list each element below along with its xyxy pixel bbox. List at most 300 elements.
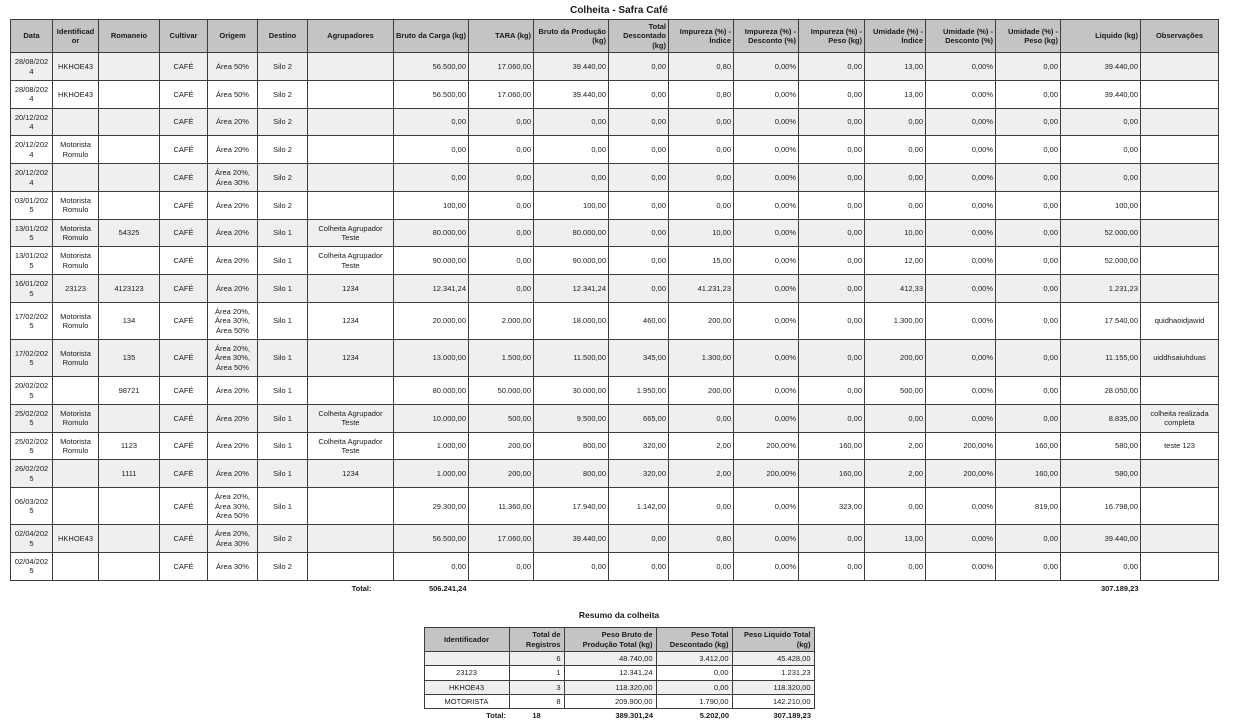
table-cell: Motorista Romulo (53, 191, 99, 219)
table-cell: 0,00 (1061, 164, 1141, 192)
table-cell: 0,00 (996, 53, 1061, 81)
table-cell: 0,00 (534, 108, 609, 136)
table-cell: 0,00% (734, 191, 799, 219)
table-cell: 320,00 (609, 432, 669, 460)
table-cell (1141, 525, 1219, 553)
table-cell (53, 460, 99, 488)
table-cell: 11.500,00 (534, 340, 609, 377)
table-cell (53, 108, 99, 136)
table-cell: 0,00 (669, 488, 734, 525)
table-cell (53, 377, 99, 405)
table-cell: 0,00 (394, 136, 469, 164)
table-cell: 39.440,00 (534, 80, 609, 108)
table-row (424, 651, 814, 665)
table-cell: 1123 (99, 432, 160, 460)
header-identificador: Identificador (53, 20, 99, 53)
total-spacer (469, 580, 1061, 596)
table-cell (1141, 488, 1219, 525)
table-cell: Colheita Agrupador Teste (308, 404, 394, 432)
table-cell: 200,00% (734, 460, 799, 488)
table-cell: 1.000,00 (394, 432, 469, 460)
table-cell (1141, 80, 1219, 108)
table-cell: 17/02/2025 (11, 302, 53, 339)
table-cell: 0,00% (926, 488, 996, 525)
table-row (11, 525, 1219, 553)
table-cell: 0,00 (865, 108, 926, 136)
table-cell: 0,80 (669, 53, 734, 81)
table-cell (99, 553, 160, 581)
table-cell: 100,00 (394, 191, 469, 219)
table-cell (99, 53, 160, 81)
table-cell: 0,00% (734, 553, 799, 581)
summary-header-liquido: Peso Liquido Total (kg) (732, 628, 814, 652)
table-cell: 54325 (99, 219, 160, 247)
summary-total-registros: 18 (532, 711, 541, 721)
table-cell: 0,00 (534, 164, 609, 192)
table-cell: 819,00 (996, 488, 1061, 525)
table-cell: 0,00 (996, 108, 1061, 136)
table-cell: 142.210,00 (732, 695, 814, 709)
table-cell (424, 651, 509, 665)
table-cell: 200,00 (669, 302, 734, 339)
table-cell: CAFÉ (160, 247, 208, 275)
table-cell: CAFÉ (160, 432, 208, 460)
table-cell: colheita realizada completa (1141, 404, 1219, 432)
header-liquido: Liquido (kg) (1061, 20, 1141, 53)
table-cell: 1.790,00 (656, 695, 732, 709)
total-liquido-value: 307.189,23 (1100, 583, 1139, 593)
table-cell: 17.940,00 (534, 488, 609, 525)
summary-title: Resumo da colheita (578, 610, 660, 621)
table-cell: 25/02/2025 (11, 432, 53, 460)
table-cell: 20/12/2024 (11, 108, 53, 136)
table-cell: 28.050,00 (1061, 377, 1141, 405)
table-cell: 1.500,00 (469, 340, 534, 377)
table-row (11, 136, 1219, 164)
table-row (11, 553, 1219, 581)
table-cell: 0,00% (734, 80, 799, 108)
harvest-table-footer (11, 580, 1219, 596)
table-cell: Área 20%, Área 30%, Área 50% (208, 488, 258, 525)
table-cell: 1234 (308, 460, 394, 488)
table-cell: 16.798,00 (1061, 488, 1141, 525)
table-cell: 20/12/2024 (11, 164, 53, 192)
table-cell: 1.231,23 (1061, 275, 1141, 303)
table-cell: Silo 2 (258, 191, 308, 219)
total-spacer-end (1141, 580, 1219, 596)
table-cell: 56.500,00 (394, 525, 469, 553)
table-cell: 200,00 (469, 432, 534, 460)
table-cell: Área 20%, Área 30% (208, 164, 258, 192)
table-cell (1141, 377, 1219, 405)
table-cell: Área 50% (208, 80, 258, 108)
table-cell: 0,00% (926, 247, 996, 275)
header-impureza-desconto: Impureza (%) - Desconto (%) (734, 20, 799, 53)
table-cell: Motorista Romulo (53, 136, 99, 164)
table-cell (308, 377, 394, 405)
table-cell: Silo 1 (258, 460, 308, 488)
table-cell (99, 404, 160, 432)
table-cell: 160,00 (799, 432, 865, 460)
table-cell (53, 488, 99, 525)
table-cell: 2,00 (669, 460, 734, 488)
table-cell: CAFÉ (160, 53, 208, 81)
table-cell: 200,00% (926, 432, 996, 460)
table-cell: 412,33 (865, 275, 926, 303)
table-cell: 345,00 (609, 340, 669, 377)
table-cell: CAFÉ (160, 340, 208, 377)
table-cell: 39.440,00 (534, 525, 609, 553)
table-cell (308, 525, 394, 553)
table-cell: CAFÉ (160, 488, 208, 525)
table-cell: 0,00 (469, 219, 534, 247)
table-cell: 1.231,23 (732, 666, 814, 680)
table-cell: Silo 1 (258, 432, 308, 460)
table-cell: 0,00 (656, 680, 732, 694)
table-cell: 200,00 (865, 340, 926, 377)
table-cell: 0,00 (865, 136, 926, 164)
table-cell: 0,00 (799, 525, 865, 553)
table-cell: 0,00 (609, 108, 669, 136)
table-cell: 0,00% (734, 340, 799, 377)
table-cell: Silo 2 (258, 136, 308, 164)
table-cell: 0,00% (926, 404, 996, 432)
table-cell: Silo 1 (258, 247, 308, 275)
table-cell: 0,00% (926, 553, 996, 581)
summary-total-label: Total: (486, 711, 506, 721)
table-cell (1141, 164, 1219, 192)
table-cell: 0,00 (996, 377, 1061, 405)
table-cell: 02/04/2025 (11, 553, 53, 581)
table-cell: Motorista Romulo (53, 302, 99, 339)
header-data: Data (11, 20, 53, 53)
table-cell: 0,00 (469, 553, 534, 581)
header-destino: Destino (258, 20, 308, 53)
summary-total-peso-bruto: 389.301,24 (615, 711, 653, 721)
table-cell: 17.060,00 (469, 525, 534, 553)
header-origem: Origem (208, 20, 258, 53)
table-cell: 0,00% (926, 108, 996, 136)
table-cell: Área 20% (208, 191, 258, 219)
table-cell: 10,00 (865, 219, 926, 247)
table-cell: 52.000,00 (1061, 247, 1141, 275)
table-cell: 100,00 (1061, 191, 1141, 219)
table-cell: 0,00 (799, 53, 865, 81)
header-umidade-indice: Umidade (%) - Índice (865, 20, 926, 53)
header-bruto-producao: Bruto da Produção (kg) (534, 20, 609, 53)
table-cell: 0,00 (394, 108, 469, 136)
table-cell (1141, 275, 1219, 303)
table-cell: 0,00 (996, 164, 1061, 192)
table-cell: 20/02/2025 (11, 377, 53, 405)
table-cell: 800,00 (534, 460, 609, 488)
table-cell: 200,00 (469, 460, 534, 488)
table-cell: 0,00 (394, 553, 469, 581)
table-cell (308, 108, 394, 136)
table-cell: 6 (509, 651, 564, 665)
table-cell: Área 20% (208, 108, 258, 136)
table-row (11, 377, 1219, 405)
table-cell: 52.000,00 (1061, 219, 1141, 247)
table-cell: 0,00 (799, 275, 865, 303)
table-cell: HKHOE43 (424, 680, 509, 694)
table-cell: Silo 2 (258, 53, 308, 81)
table-cell: 80.000,00 (394, 219, 469, 247)
table-cell: 118.320,00 (732, 680, 814, 694)
table-row (11, 80, 1219, 108)
table-cell: 0,00% (734, 108, 799, 136)
table-cell: 39.440,00 (1061, 53, 1141, 81)
table-cell: 0,00% (926, 191, 996, 219)
table-cell: Colheita Agrupador Teste (308, 219, 394, 247)
table-cell: Área 20% (208, 377, 258, 405)
table-cell: 56.500,00 (394, 80, 469, 108)
table-cell: Área 20% (208, 460, 258, 488)
table-row (424, 695, 814, 709)
table-cell: CAFÉ (160, 191, 208, 219)
table-cell: CAFÉ (160, 164, 208, 192)
table-cell: 665,00 (609, 404, 669, 432)
table-cell: CAFÉ (160, 302, 208, 339)
table-cell: 28/08/2024 (11, 53, 53, 81)
table-cell (1141, 136, 1219, 164)
table-cell (1141, 108, 1219, 136)
table-cell: 0,00 (996, 553, 1061, 581)
table-cell: Motorista Romulo (53, 340, 99, 377)
table-cell: 0,00 (799, 164, 865, 192)
table-cell: 39.440,00 (534, 53, 609, 81)
table-cell (308, 191, 394, 219)
table-cell: 20/12/2024 (11, 136, 53, 164)
page-title: Colheita - Safra Café (570, 5, 668, 16)
table-cell: 0,00 (996, 340, 1061, 377)
summary-table-body (424, 651, 814, 709)
table-row (11, 432, 1219, 460)
table-cell: 0,00 (469, 247, 534, 275)
table-cell: 580,00 (1061, 432, 1141, 460)
table-cell: 100,00 (534, 191, 609, 219)
table-cell (1141, 247, 1219, 275)
table-cell: 48.740,00 (564, 651, 656, 665)
table-cell: 2.000,00 (469, 302, 534, 339)
table-cell: 12.341,24 (534, 275, 609, 303)
table-cell: Silo 2 (258, 553, 308, 581)
table-cell: 0,00 (534, 553, 609, 581)
table-cell: 0,00 (996, 219, 1061, 247)
header-umidade-peso: Umidade (%) - Peso (kg) (996, 20, 1061, 53)
table-cell: 26/02/2025 (11, 460, 53, 488)
table-cell: 0,00 (669, 136, 734, 164)
header-total-descontado: Total Descontado (kg) (609, 20, 669, 53)
table-cell: 13/01/2025 (11, 219, 53, 247)
table-cell: 2,00 (669, 432, 734, 460)
table-row (11, 191, 1219, 219)
table-cell: Colheita Agrupador Teste (308, 432, 394, 460)
table-cell: 0,00 (609, 275, 669, 303)
table-cell: 0,00 (996, 136, 1061, 164)
table-cell: 0,00 (669, 108, 734, 136)
table-cell: CAFÉ (160, 219, 208, 247)
table-cell (308, 136, 394, 164)
total-row (11, 580, 1219, 596)
table-cell: 28/08/2024 (11, 80, 53, 108)
table-row (11, 108, 1219, 136)
table-cell: Área 20%, Área 30%, Área 50% (208, 302, 258, 339)
table-cell: 0,00 (609, 219, 669, 247)
table-cell: 2,00 (865, 432, 926, 460)
table-cell: 23123 (424, 666, 509, 680)
table-cell: CAFÉ (160, 80, 208, 108)
table-cell (308, 164, 394, 192)
table-cell (99, 191, 160, 219)
table-cell: 11.360,00 (469, 488, 534, 525)
table-cell: 0,00% (734, 377, 799, 405)
table-cell: Silo 1 (258, 404, 308, 432)
table-cell: CAFÉ (160, 377, 208, 405)
summary-section (0, 610, 1238, 723)
table-cell: 23123 (53, 275, 99, 303)
table-cell: 0,00 (609, 247, 669, 275)
table-cell: 0,00 (799, 80, 865, 108)
table-cell: 25/02/2025 (11, 404, 53, 432)
table-row (11, 302, 1219, 339)
table-row (11, 219, 1219, 247)
table-cell: Motorista Romulo (53, 219, 99, 247)
table-cell: 0,00% (734, 404, 799, 432)
table-cell: 9.500,00 (534, 404, 609, 432)
table-cell (99, 80, 160, 108)
table-cell: 323,00 (799, 488, 865, 525)
table-cell: 134 (99, 302, 160, 339)
header-romaneio: Romaneio (99, 20, 160, 53)
table-cell: 11.155,00 (1061, 340, 1141, 377)
table-cell: 0,00% (734, 136, 799, 164)
table-cell: 39.440,00 (1061, 80, 1141, 108)
table-cell: 90.000,00 (534, 247, 609, 275)
header-row (11, 20, 1219, 53)
table-cell: 0,00% (734, 488, 799, 525)
table-cell: 0,00 (1061, 553, 1141, 581)
table-cell (308, 53, 394, 81)
table-cell: 13,00 (865, 525, 926, 553)
table-cell (99, 488, 160, 525)
harvest-table (10, 19, 1219, 596)
table-cell: 0,00% (926, 219, 996, 247)
summary-header-descontado: Peso Total Descontado (kg) (656, 628, 732, 652)
table-cell: Área 20%, Área 30% (208, 525, 258, 553)
table-cell: 0,00 (669, 404, 734, 432)
table-cell: 0,00 (865, 488, 926, 525)
table-row (11, 275, 1219, 303)
table-cell: 118.320,00 (564, 680, 656, 694)
table-cell: 17.540,00 (1061, 302, 1141, 339)
table-cell: 3 (509, 680, 564, 694)
table-cell: 0,00% (926, 377, 996, 405)
table-cell: Motorista Romulo (53, 247, 99, 275)
table-cell: 0,00 (865, 164, 926, 192)
table-cell: CAFÉ (160, 136, 208, 164)
table-cell: 0,00 (609, 191, 669, 219)
table-cell: 12.341,24 (564, 666, 656, 680)
table-row (424, 666, 814, 680)
table-cell: HKHOE43 (53, 525, 99, 553)
table-row (424, 680, 814, 694)
table-cell: 20.000,00 (394, 302, 469, 339)
harvest-table-body (11, 53, 1219, 581)
table-cell: 0,00% (926, 164, 996, 192)
table-cell: 0,00 (996, 302, 1061, 339)
table-cell: 13.000,00 (394, 340, 469, 377)
table-cell: 56.500,00 (394, 53, 469, 81)
table-cell: CAFÉ (160, 553, 208, 581)
table-cell: 02/04/2025 (11, 525, 53, 553)
table-cell: 15,00 (669, 247, 734, 275)
table-cell: 41.231,23 (669, 275, 734, 303)
table-cell: Área 30% (208, 553, 258, 581)
header-observacoes: Observações (1141, 20, 1219, 53)
table-cell: 03/01/2025 (11, 191, 53, 219)
table-cell: 500,00 (469, 404, 534, 432)
table-cell: 16/01/2025 (11, 275, 53, 303)
table-cell: Área 20% (208, 247, 258, 275)
table-cell: 0,00 (996, 404, 1061, 432)
table-row (11, 488, 1219, 525)
summary-table-footer (424, 709, 814, 723)
table-row (11, 164, 1219, 192)
table-cell: Silo 1 (258, 275, 308, 303)
table-cell: 1.300,00 (865, 302, 926, 339)
table-cell: 13,00 (865, 53, 926, 81)
total-bruto-carga-value: 506.241,24 (428, 583, 467, 593)
table-cell: Motorista Romulo (53, 404, 99, 432)
table-cell: 0,00 (996, 275, 1061, 303)
summary-header-row (424, 628, 814, 652)
table-cell: 0,00% (926, 340, 996, 377)
table-cell: 0,00% (734, 525, 799, 553)
table-cell: CAFÉ (160, 275, 208, 303)
table-cell: 160,00 (996, 460, 1061, 488)
table-cell: CAFÉ (160, 108, 208, 136)
summary-table (424, 627, 815, 723)
table-cell: 17.060,00 (469, 53, 534, 81)
table-cell: 460,00 (609, 302, 669, 339)
header-agrupadores: Agrupadores (308, 20, 394, 53)
table-cell: 12,00 (865, 247, 926, 275)
table-cell (1141, 460, 1219, 488)
table-cell: 98721 (99, 377, 160, 405)
table-cell: 1.950,00 (609, 377, 669, 405)
header-tara: TARA (kg) (469, 20, 534, 53)
table-cell: 10,00 (669, 219, 734, 247)
table-cell: 8 (509, 695, 564, 709)
table-cell: 3.412,00 (656, 651, 732, 665)
table-cell (99, 247, 160, 275)
table-cell: Silo 1 (258, 340, 308, 377)
table-cell: 0,80 (669, 525, 734, 553)
table-cell: 0,00 (609, 164, 669, 192)
table-cell: 0,00 (996, 80, 1061, 108)
summary-header-registros: Total de Registros (509, 628, 564, 652)
table-cell: uiddhsaiuhduas (1141, 340, 1219, 377)
table-cell: 06/03/2025 (11, 488, 53, 525)
table-cell: 0,00 (669, 191, 734, 219)
table-cell: 0,00 (609, 525, 669, 553)
table-cell: Silo 1 (258, 488, 308, 525)
table-cell: 0,00 (469, 275, 534, 303)
table-cell (1141, 191, 1219, 219)
table-cell (99, 108, 160, 136)
table-cell: 18.000,00 (534, 302, 609, 339)
